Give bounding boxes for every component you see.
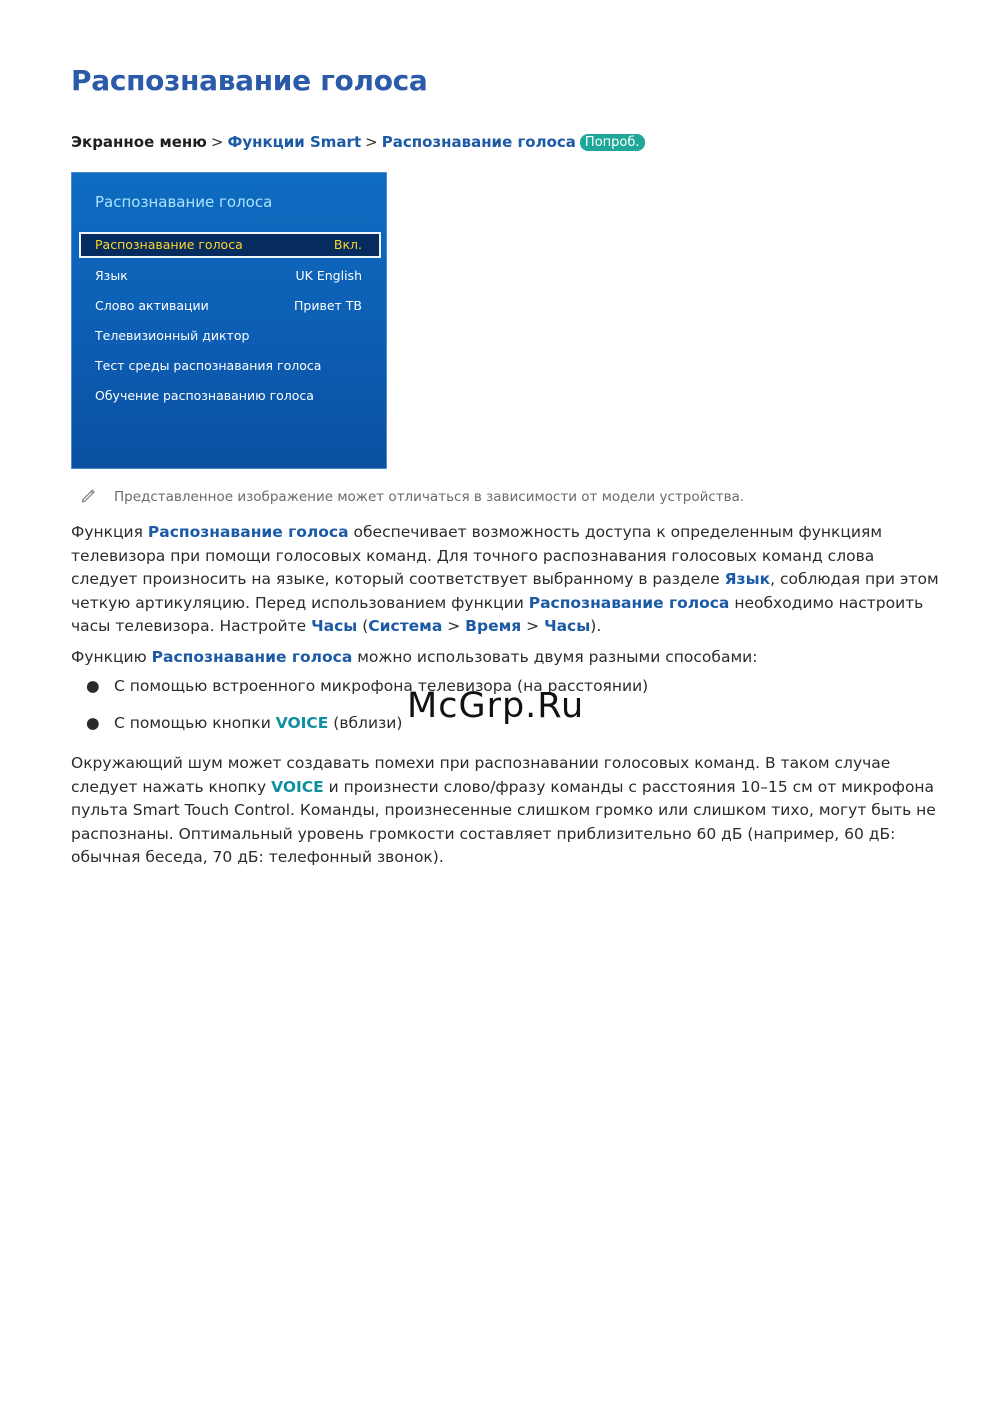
paragraph-intro: Функция Распознавание голоса обеспечивает возможность доступа к определенным функциям телевизора при помощи голосовых команд. Для точного распознавания голосовых команд слова следует произносить на языке, который соответствует выбранному в разделе Язык, соблюдая при этом четкую артикуляцию. Перед использованием функции Распознавание голоса необходимо настроить часы телевизора. Настройте Часы (Система > Время > Часы).	[71, 523, 939, 635]
term-time: Время	[465, 617, 522, 635]
paragraph-noise: Окружающий шум может создавать помехи при распознавании голосовых команд. В таком случае следует нажать кнопку VOICE и произнести слово/фразу команды с расстояния 10–15 см от микрофона пульта Smart Touch Control. Команды, произнесенные слишком громко или слишком тихо, могут быть не распознаны. Оптимальный уровень громкости составляет приблизительно 60 дБ (например, 60 дБ: обычная беседа, 70 дБ: телефонный звонок).	[71, 754, 936, 866]
image-disclaimer-note: Представленное изображение может отличаться в зависимости от модели устройства.	[114, 489, 745, 505]
tv-menu-item-wake-word[interactable]	[79, 293, 381, 319]
breadcrumb	[71, 133, 645, 151]
breadcrumb-link-voice-recognition[interactable]: Распознавание голоса	[381, 133, 576, 151]
list-item-text: С помощью встроенного микрофона телевизора (на расстоянии)	[114, 677, 649, 695]
page-title: Распознавание голоса	[71, 64, 428, 97]
term-voice-button: VOICE	[275, 714, 329, 732]
term-clock: Часы	[311, 617, 358, 635]
term-voice-button: VOICE	[271, 777, 324, 796]
pencil-icon	[80, 487, 96, 503]
tv-menu-item-value: Вкл.	[333, 237, 362, 252]
tv-menu-item-value: UK English	[295, 268, 362, 283]
bullet-mark: ●	[86, 677, 100, 695]
paragraph-methods: Функцию Распознавание голоса можно использовать двумя разными способами:	[71, 648, 758, 666]
try-now-badge[interactable]: Попроб.	[580, 134, 645, 151]
tv-menu-item-tv-voice[interactable]	[79, 323, 381, 349]
tv-menu-item-voice-training[interactable]	[79, 383, 381, 409]
breadcrumb-root: Экранное меню	[71, 133, 207, 151]
tv-menu-item-environment-test[interactable]	[79, 353, 381, 379]
term-voice-recognition: Распознавание голоса	[151, 648, 353, 666]
term-language: Язык	[724, 570, 771, 588]
tv-menu-title: Распознавание голоса	[95, 193, 273, 211]
tv-menu-item-label: Язык	[95, 268, 128, 283]
tv-menu-item-label: Телевизионный диктор	[95, 328, 250, 343]
term-clock: Часы	[544, 617, 591, 635]
tv-menu-item-language[interactable]	[79, 263, 381, 289]
tv-menu-item-label: Тест среды распознавания голоса	[95, 358, 322, 373]
term-system: Система	[368, 617, 443, 635]
tv-menu-screenshot	[71, 172, 387, 469]
tv-menu-item-label: Распознавание голоса	[95, 237, 243, 252]
breadcrumb-separator: >	[365, 133, 378, 151]
breadcrumb-link-smart-functions[interactable]: Функции Smart	[227, 133, 362, 151]
bullet-mark: ●	[86, 714, 100, 732]
breadcrumb-separator: >	[210, 133, 224, 151]
term-voice-recognition: Распознавание голоса	[147, 523, 349, 541]
tv-menu-item-value: Привет ТВ	[294, 298, 362, 313]
term-voice-recognition: Распознавание голоса	[528, 593, 730, 612]
tv-menu-item-label: Слово активации	[95, 298, 209, 313]
watermark-text: McGrp.Ru	[407, 686, 585, 726]
tv-menu-item-label: Обучение распознаванию голоса	[95, 388, 314, 403]
tv-menu-item-voice-recognition[interactable]	[79, 232, 381, 258]
list-item: ● С помощью кнопки VOICE (вблизи)	[86, 714, 403, 732]
